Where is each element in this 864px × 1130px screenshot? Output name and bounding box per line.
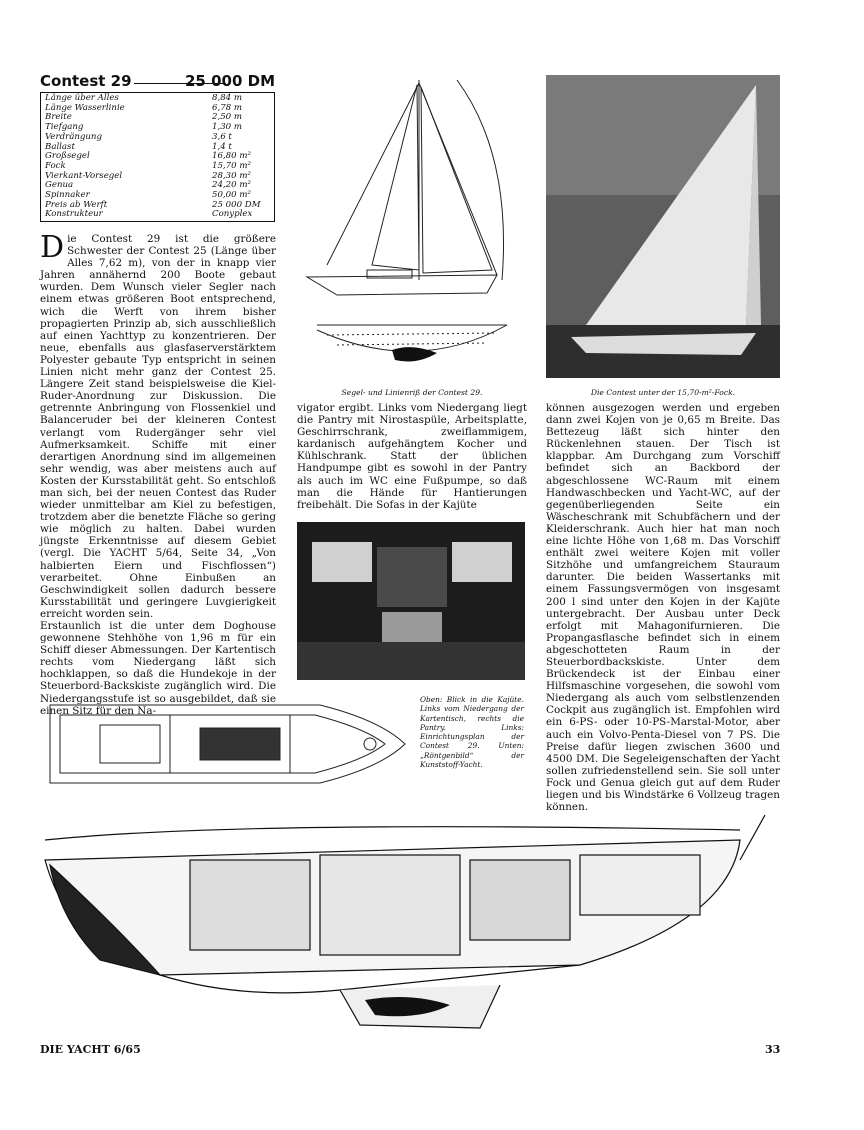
article-text-3: können ausgezogen werden und ergeben dann zwei Kojen von je 0,65 m Breite. Das Bettezeug läßt sich hinter den Rückenlehnen stauen. Der Tisch ist klappbar. Am Durchgang zum Vorschiff befindet sich an Backbord der abgeschlossene WC-Raum mit einem Handwaschbecken und Yacht-WC, auf der gegenüberliegenden Seite ein Wäscheschrank mit Schubfächern und der Kleiderschrank. Auch hier hat man noch eine lichte Höhe von 1,68 m. Das Vorschiff enthält zwei weitere Kojen mit voller Sitzhöhe und umfangreichem Stauraum darunter. Die beiden Wassertanks mit einem Fassungsvermögen von insgesamt 200 l sind unter den Kojen in der Kajüte untergebracht. Der Ausbau unter Deck erfolgt mit Mahagonifurnieren. Die Propangasflasche befindet sich in einem abgeschotteten Raum in der Steuerbordbackskiste. Unter dem Brückendeck ist der Einbau einer Hilfsmaschine vorgesehen, die sowohl vom Niedergang als auch vom selbstlenzenden Cockpit aus zugänglich ist. Empfohlen wird ein 6-PS- oder 10-PS-Marstal-Motor, aber auch ein Volvo-Penta-Diesel von 7 PS. Die Preise dafür liegen zwischen 3600 und 4500 DM. Die Segeleigenschaften der Yacht sollen zufriedenstellend sein. Sie soll unter Fock und Genua gleich gut auf dem Ruder liegen und bis Windstärke 6 Vollzeug tragen können. bbox=[546, 402, 780, 814]
spec-value: 1,4 t bbox=[212, 141, 232, 152]
spec-value: 24,20 m² bbox=[212, 180, 251, 191]
spec-value: 1,30 m bbox=[212, 122, 243, 133]
spec-label: Verdrängung bbox=[45, 131, 102, 142]
spec-value: 6,78 m bbox=[212, 102, 243, 113]
spec-value: 15,70 m² bbox=[212, 160, 251, 171]
sail-plan-drawing bbox=[297, 75, 527, 375]
article-column-1 bbox=[40, 230, 276, 717]
magazine-footer: DIE YACHT 6/65 bbox=[40, 1043, 141, 1056]
article-column-3 bbox=[546, 402, 780, 813]
spec-value: 25 000 DM bbox=[212, 199, 261, 210]
dropcap: D bbox=[40, 230, 65, 265]
spec-value: 50,00 m² bbox=[212, 190, 251, 201]
spec-label: Länge Wasserlinie bbox=[45, 102, 125, 113]
boat-name: Contest 29 bbox=[40, 72, 132, 90]
sail-plan-caption: Segel- und Linienriß der Contest 29. bbox=[341, 388, 483, 397]
spec-label: Vierkant-Vorsegel bbox=[45, 170, 123, 181]
spec-value: 16,80 m² bbox=[212, 151, 251, 162]
spec-label: Breite bbox=[45, 112, 72, 123]
spec-label: Großsegel bbox=[45, 151, 90, 162]
page-number: 33 bbox=[765, 1043, 781, 1056]
spec-label: Genua bbox=[45, 180, 74, 191]
cutaway-drawing bbox=[40, 800, 780, 1035]
spec-label: Tiefgang bbox=[45, 122, 84, 133]
spec-label: Konstrukteur bbox=[45, 209, 103, 220]
boat-price: 25 000 DM bbox=[184, 72, 275, 90]
photo-caption: Die Contest unter der 15,70-m²-Fock. bbox=[590, 388, 736, 397]
spec-value: 8,84 m bbox=[212, 93, 243, 103]
spec-row bbox=[45, 133, 270, 143]
spec-label: Fock bbox=[45, 160, 66, 171]
spec-header bbox=[40, 72, 275, 92]
spec-value: 2,50 m bbox=[212, 112, 243, 123]
article-column-2 bbox=[297, 402, 527, 511]
spec-row bbox=[45, 210, 270, 220]
spec-label: Spinnaker bbox=[45, 190, 90, 201]
floor-plan-drawing bbox=[40, 700, 410, 788]
spec-label: Preis ab Werft bbox=[45, 199, 108, 210]
article-text-2: vigator ergibt. Links vom Niedergang liegt die Pantry mit Nirostaspüle, Arbeitsplatte, Geschirrschrank, zweiflammigem, kardanisch aufgehängtem Kocher und Kühlschrank. Statt der üblichen Handpumpe gibt es sowohl in der Pantry als auch im WC eine Fußpumpe, so daß man die Hände für Hantierungen freibehält. Die Sofas in der Kajüte bbox=[297, 402, 527, 511]
interior-caption: Oben: Blick in die Kajüte. Links vom Niedergang der Kartentisch, rechts die Pantry. Links: Einrichtungsplan der Contest 29. Unten: „Röntgenbild“ der Kunststoff-Yacht. bbox=[420, 695, 524, 770]
article-text-1: ie Contest 29 ist die größere Schwester der Contest 25 (Länge über Alles 7,62 m), von der in knapp vier Jahren annähernd 200 Boote gebaut wurden. Dem Wunsch vieler Segler nach einem etwas größeren Boot entsprechend, wich die Werft von ihrem bisher propagierten Prinzip ab, sich ausschließlich auf einen Yachttyp zu konzentrieren. Der neue, ebenfalls aus glasfaserverstärktem Polyester gebaute Typ entspricht in seinen Linien nicht mehr ganz der Contest 25. Längere Zeit stand beispielsweise die Kiel-Ruder-Anordnung zur Diskussion. Die getrennte Anbringung von Flossenkiel und Balanceruder bei der kleineren Contest verlangt vom Rudergänger sehr viel Aufmerksamkeit. Schiffe mit einer derartigen Anordnung sind im allgemeinen sehr wendig, was aber meistens auch auf Kosten der Kursstabilität geht. So entschloß man sich, bei der neuen Contest das Ruder wieder unmittelbar am Kiel zu befestigen, trotzdem aber die benetzte Fläche so gering wie möglich zu halten. Dabei wurden jüngste Erkenntnisse auf diesem Gebiet (vergl. Die YACHT 5/64, Seite 34, „Von halbierten Eiern und Fischflossen“) verarbeitet. Ohne Einbußen an Geschwindigkeit sollen dadurch bessere Kursstabilität und geringere Luvgierigkeit erreicht worden sein. bbox=[40, 233, 276, 620]
spec-value: 28,30 m² bbox=[212, 170, 251, 181]
sailing-photo bbox=[546, 75, 780, 378]
spec-value: 3,6 t bbox=[212, 131, 232, 142]
spec-label: Ballast bbox=[45, 141, 75, 152]
cabin-interior-photo bbox=[297, 522, 525, 680]
spec-value: Conyplex bbox=[212, 209, 253, 220]
spec-label: Länge über Alles bbox=[45, 93, 119, 103]
article-text-1b: Erstaunlich ist die unter dem Doghouse gewonnene Stehhöhe von 1,96 m für ein Schiff dieser Abmessungen. Der Kartentisch rechts vom Niedergang läßt sich hochklappen, so daß die Hundekoje in der Steuerbord-Backskiste zugänglich wird. Die Niedergangsstufe ist so ausgebildet, daß sie einen Sitz für den Na- bbox=[40, 620, 276, 717]
spec-table bbox=[40, 92, 275, 222]
